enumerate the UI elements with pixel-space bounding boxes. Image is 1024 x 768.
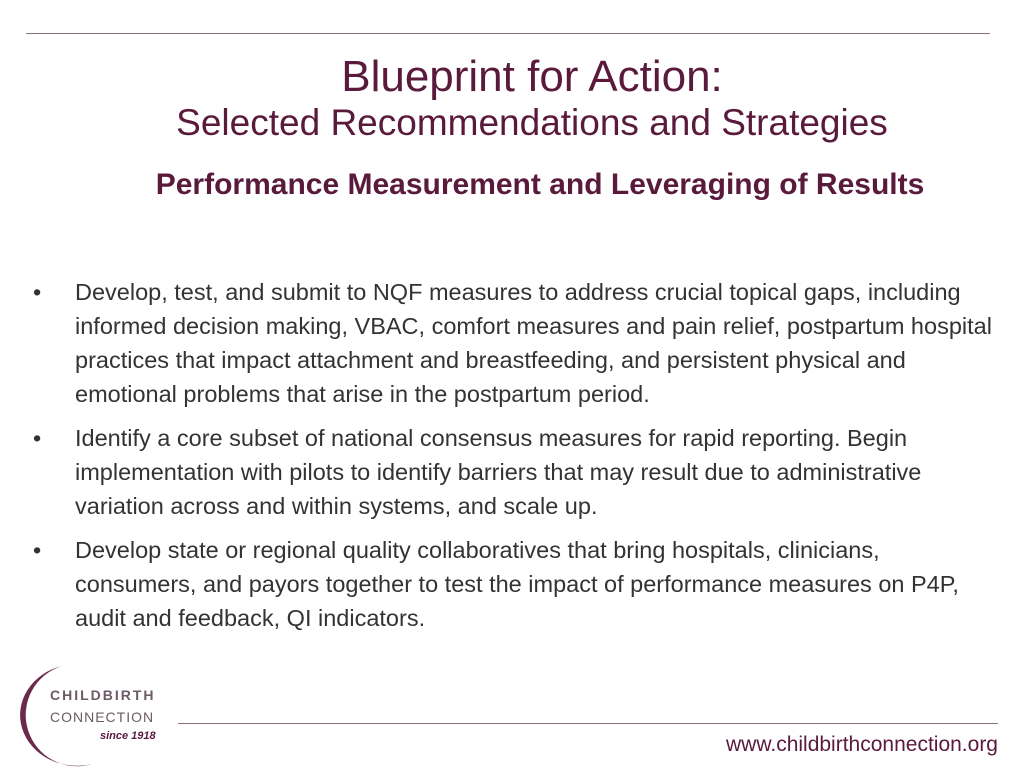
bullet-text: Develop, test, and submit to NQF measures to address crucial topical gaps, including informed decision making, VBAC, comfort measures and pain relief, postpartum hospital practices that impact attachment and breastfeeding, and persistent physical and emotional problems that arise in the postpartum period. — [75, 279, 992, 407]
slide-subtitle: Selected Recommendations and Strategies — [176, 102, 888, 143]
bullet-dot-icon: • — [33, 279, 42, 305]
bullet-dot-icon: • — [33, 425, 42, 451]
top-divider — [26, 33, 990, 34]
childbirth-connection-logo — [0, 662, 180, 768]
bullet-dot-icon: • — [33, 537, 42, 563]
slide-title: Blueprint for Action: — [341, 52, 723, 101]
bullet-item — [30, 533, 1005, 635]
bullet-item — [30, 275, 1005, 411]
bullet-text: Identify a core subset of national consensus measures for rapid reporting. Begin implementation with pilots to identify barriers that may result due to administrative variation across and within systems, and scale up. — [75, 425, 922, 519]
title-block — [0, 52, 1024, 144]
logo-line-3: since 1918 — [100, 730, 156, 742]
logo-line-1: CHILDBIRTH — [50, 687, 156, 703]
bullet-list — [30, 275, 1005, 645]
section-heading: Performance Measurement and Leveraging of Results — [155, 168, 925, 201]
bullet-text: Develop state or regional quality collaboratives that bring hospitals, clinicians, consumers, and payors together to test the impact of performance measures on P4P, audit and feedback, QI indicators. — [75, 537, 959, 631]
logo-line-2: CONNECTION — [50, 709, 155, 725]
bottom-divider — [178, 723, 998, 724]
bullet-item — [30, 421, 1005, 523]
footer-url[interactable]: www.childbirthconnection.org — [726, 733, 998, 756]
